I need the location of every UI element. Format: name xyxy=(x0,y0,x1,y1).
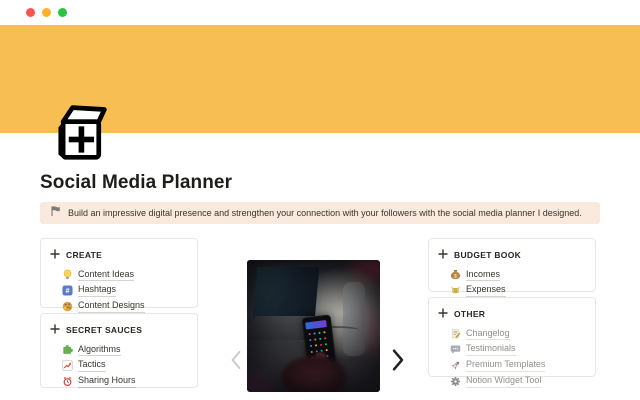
palette-icon xyxy=(62,301,73,312)
page-link-content-designs[interactable] xyxy=(50,299,188,315)
zoom-button[interactable] xyxy=(58,8,67,17)
link-label: Testimonials xyxy=(466,343,516,356)
carousel-next-button[interactable] xyxy=(387,343,409,377)
memo-icon xyxy=(450,328,461,339)
chevron-right-icon xyxy=(390,345,406,375)
plus-icon xyxy=(50,321,60,339)
plus-cube-icon[interactable] xyxy=(50,101,110,163)
page-link-label: Hashtags xyxy=(78,284,116,297)
page-link-label: Sharing Hours xyxy=(78,375,136,388)
section-box-secret-sauces xyxy=(40,313,198,388)
hashtag-keycap-icon xyxy=(62,285,73,296)
page-link-label: Content Ideas xyxy=(78,269,134,282)
section-box-budget-book xyxy=(428,238,596,295)
page-link-label: Tactics xyxy=(78,359,106,372)
section-box-other xyxy=(428,297,596,385)
section-header-create[interactable] xyxy=(50,246,188,264)
lightbulb-icon xyxy=(62,269,73,280)
section-title: CREATE xyxy=(66,250,103,260)
section-header-budget-book[interactable] xyxy=(438,246,586,264)
page-title: Social Media Planner xyxy=(40,172,233,193)
page-link-label: Incomes xyxy=(466,269,500,282)
carousel-photo[interactable] xyxy=(247,260,380,392)
minimize-button[interactable] xyxy=(42,8,51,17)
link-premium-templates[interactable] xyxy=(438,358,586,374)
link-changelog[interactable] xyxy=(438,326,586,342)
flag-icon xyxy=(50,204,61,222)
page-link-algorithms[interactable] xyxy=(50,342,188,358)
plus-icon xyxy=(50,246,60,264)
page-link-incomes[interactable] xyxy=(438,267,586,283)
page-link-tactics[interactable] xyxy=(50,358,188,374)
plus-icon xyxy=(438,305,448,323)
svg-text:#: # xyxy=(65,286,70,296)
section-title: OTHER xyxy=(454,309,486,319)
section-title: SECRET SAUCES xyxy=(66,325,143,335)
callout-text: Build an impressive digital presence and strengthen your connection with your followers with the social media planner I designed. xyxy=(68,208,582,218)
section-header-other[interactable] xyxy=(438,305,586,323)
link-testimonials[interactable] xyxy=(438,342,586,358)
svg-text:$: $ xyxy=(454,273,457,279)
plus-cube-graphic xyxy=(50,101,110,163)
callout xyxy=(40,202,600,224)
carousel-prev-button[interactable] xyxy=(225,343,247,377)
close-button[interactable] xyxy=(26,8,35,17)
page-link-hashtags[interactable] xyxy=(50,283,188,299)
link-label: Changelog xyxy=(466,328,510,341)
chart-up-icon xyxy=(62,360,73,371)
photo-vignette xyxy=(247,260,380,392)
window-titlebar xyxy=(0,0,640,25)
link-label: Notion Widget Tool xyxy=(466,375,541,388)
page-link-label: Algorithms xyxy=(78,344,121,357)
section-box-create xyxy=(40,238,198,308)
link-notion-widget-tool[interactable] xyxy=(438,373,586,389)
chevron-left-icon xyxy=(229,346,243,374)
page-link-content-ideas[interactable] xyxy=(50,267,188,283)
section-header-secret-sauces[interactable] xyxy=(50,321,188,339)
speech-bubble-icon xyxy=(450,344,461,355)
plus-icon xyxy=(438,246,448,264)
rocket-icon xyxy=(450,360,461,371)
money-wings-icon xyxy=(450,285,461,296)
page-link-sharing-hours[interactable] xyxy=(50,374,188,390)
gear-icon xyxy=(450,376,461,387)
page-link-label: Expenses xyxy=(466,284,506,297)
page-link-label: Content Designs xyxy=(78,300,145,313)
link-label: Premium Templates xyxy=(466,359,545,372)
puzzle-icon xyxy=(62,344,73,355)
section-title: BUDGET BOOK xyxy=(454,250,522,260)
alarm-clock-icon xyxy=(62,376,73,387)
money-bag-icon xyxy=(450,269,461,280)
